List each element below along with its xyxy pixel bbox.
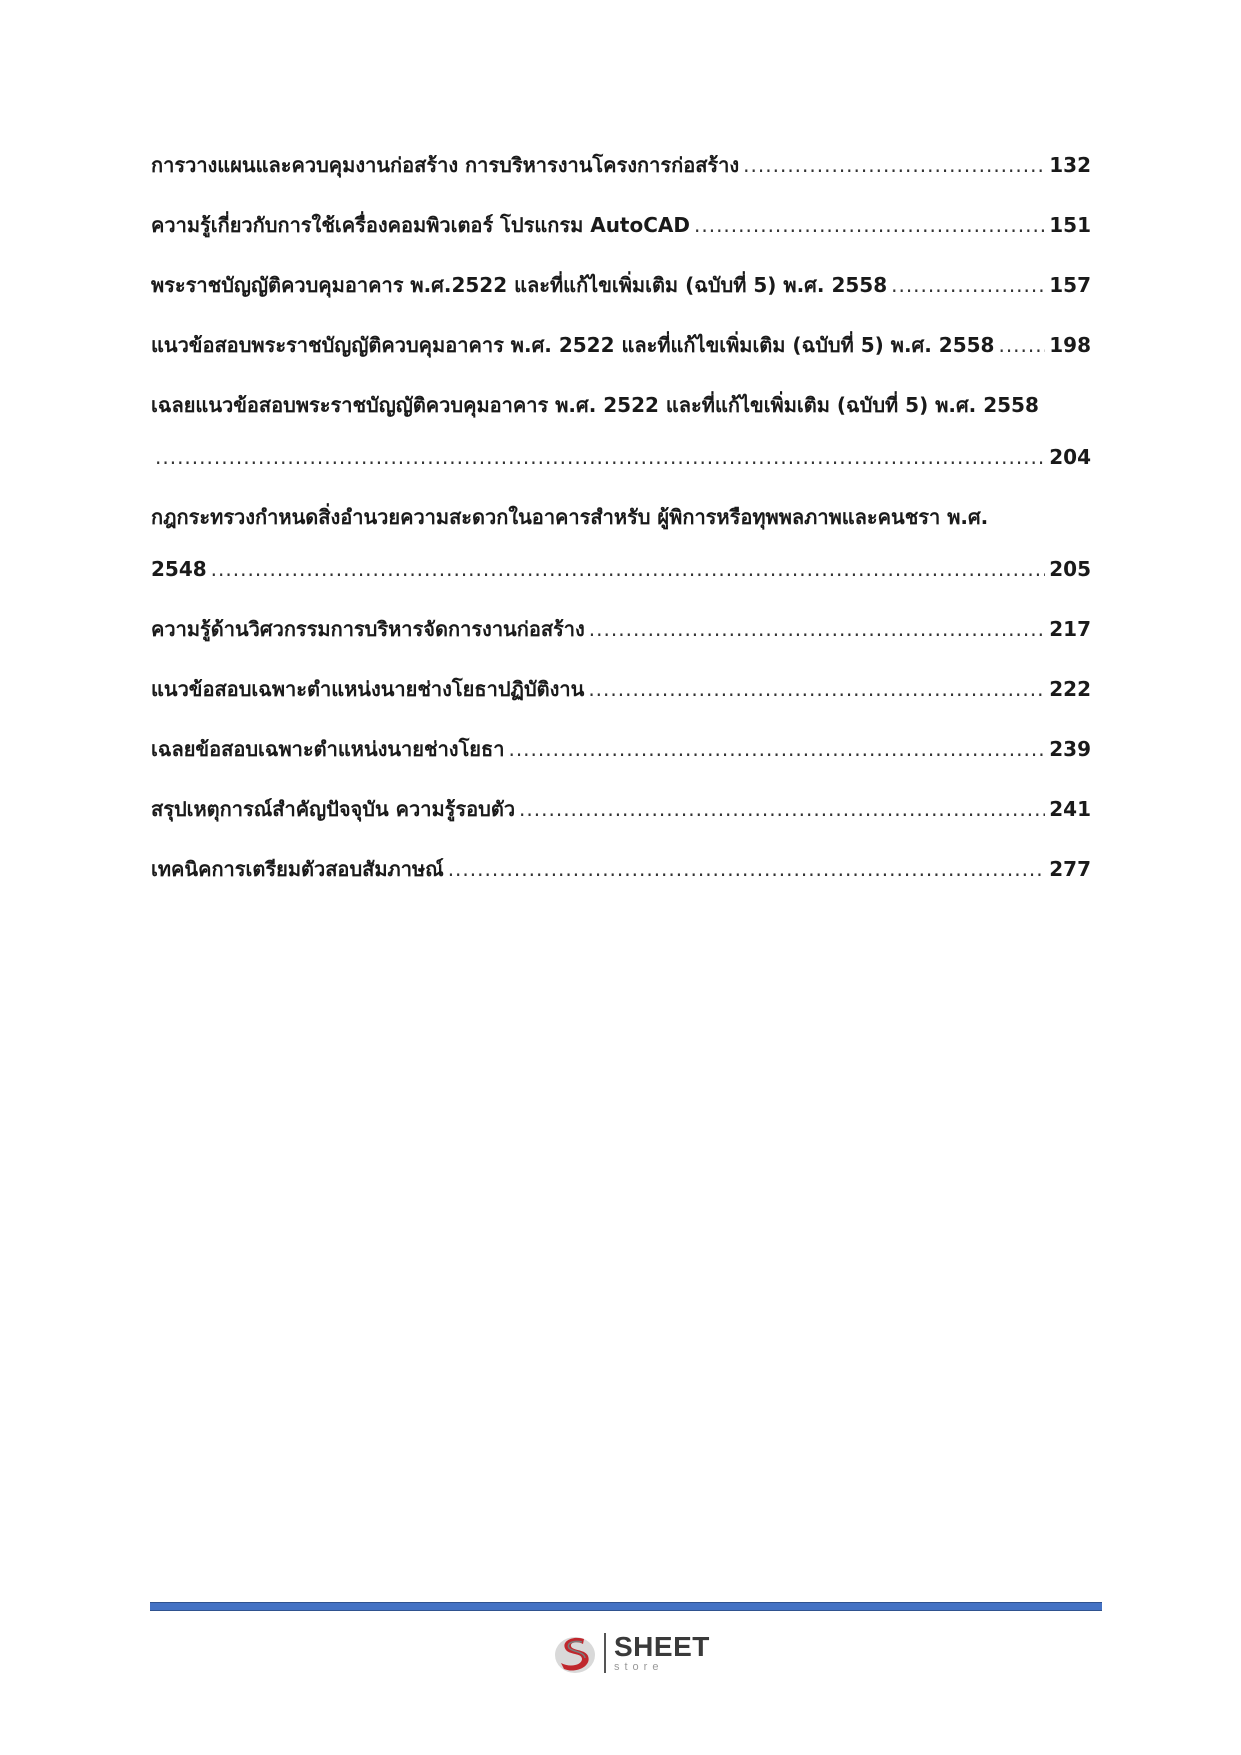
toc-entry[interactable]: [151, 270, 1091, 300]
dot-leader: [589, 614, 1045, 644]
dot-leader: [508, 734, 1045, 764]
toc-entry-title: แนวข้อสอบเฉพาะตำแหน่งนายช่างโยธาปฏิบัติงาน: [151, 677, 585, 701]
toc-entry[interactable]: [151, 390, 1091, 472]
logo-wordmark: SHEET: [614, 1631, 710, 1662]
dot-leader: [694, 210, 1045, 240]
toc-entry-page: 157: [1049, 273, 1091, 297]
logo-text: [614, 1633, 710, 1673]
toc-entry-title: ความรู้ด้านวิศวกรรมการบริหารจัดการงานก่อสร้าง: [151, 617, 585, 641]
dot-leader: [743, 150, 1045, 180]
toc-entry-title: พระราชบัญญัติควบคุมอาคาร พ.ศ.2522 และที่แก้ไขเพิ่มเติม (ฉบับที่ 5) พ.ศ. 2558: [151, 273, 888, 297]
toc-entry-page: 277: [1049, 857, 1091, 881]
toc-entry[interactable]: [151, 502, 1091, 584]
dot-leader: [211, 554, 1046, 584]
toc-entry-title: กฎกระทรวงกำหนดสิ่งอำนวยความสะดวกในอาคารสำหรับ ผู้พิการหรือทุพพลภาพและคนชรา พ.ศ.: [151, 505, 989, 529]
footer-divider: [150, 1602, 1102, 1611]
toc-entry-title-continued: 2548: [151, 557, 207, 581]
dot-leader: [519, 794, 1045, 824]
toc-entry[interactable]: [151, 734, 1091, 764]
table-of-contents: [151, 150, 1091, 914]
sheet-store-s-icon: [552, 1630, 598, 1676]
logo-divider: [604, 1633, 606, 1673]
toc-entry-title: แนวข้อสอบพระราชบัญญัติควบคุมอาคาร พ.ศ. 2522 และที่แก้ไขเพิ่มเติม (ฉบับที่ 5) พ.ศ. 2558: [151, 333, 995, 357]
toc-entry-title: ความรู้เกี่ยวกับการใช้เครื่องคอมพิวเตอร์ โปรแกรม AutoCAD: [151, 213, 690, 237]
toc-entry-page: 151: [1049, 213, 1091, 237]
dot-leader: [891, 270, 1045, 300]
toc-entry[interactable]: [151, 614, 1091, 644]
dot-leader: [448, 854, 1046, 884]
toc-entry-title: เฉลยแนวข้อสอบพระราชบัญญัติควบคุมอาคาร พ.ศ. 2522 และที่แก้ไขเพิ่มเติม (ฉบับที่ 5) พ.ศ. 2558: [151, 393, 1039, 417]
toc-entry-title: เฉลยข้อสอบเฉพาะตำแหน่งนายช่างโยธา: [151, 737, 505, 761]
toc-entry[interactable]: [151, 150, 1091, 180]
toc-entry-page: 132: [1049, 153, 1091, 177]
logo-subtext: store: [614, 1661, 664, 1673]
sheet-store-logo: [552, 1628, 710, 1678]
toc-entry-page: 241: [1049, 797, 1091, 821]
toc-entry[interactable]: [151, 210, 1091, 240]
toc-entry[interactable]: [151, 794, 1091, 824]
dot-leader: [998, 330, 1045, 360]
toc-entry[interactable]: [151, 330, 1091, 360]
toc-entry[interactable]: [151, 674, 1091, 704]
toc-entry-title: สรุปเหตุการณ์สำคัญปัจจุบัน ความรู้รอบตัว: [151, 797, 516, 821]
toc-entry[interactable]: [151, 854, 1091, 884]
dot-leader: [588, 674, 1045, 704]
toc-entry-page: 205: [1049, 557, 1091, 581]
toc-entry-page: 222: [1049, 677, 1091, 701]
toc-entry-page: 217: [1049, 617, 1091, 641]
toc-entry-page: 198: [1049, 333, 1091, 357]
toc-entry-page: 239: [1049, 737, 1091, 761]
toc-entry-title: การวางแผนและควบคุมงานก่อสร้าง การบริหารงานโครงการก่อสร้าง: [151, 153, 740, 177]
toc-entry-title: เทคนิคการเตรียมตัวสอบสัมภาษณ์: [151, 857, 444, 881]
dot-leader: [155, 442, 1045, 472]
toc-entry-page: 204: [1049, 445, 1091, 469]
